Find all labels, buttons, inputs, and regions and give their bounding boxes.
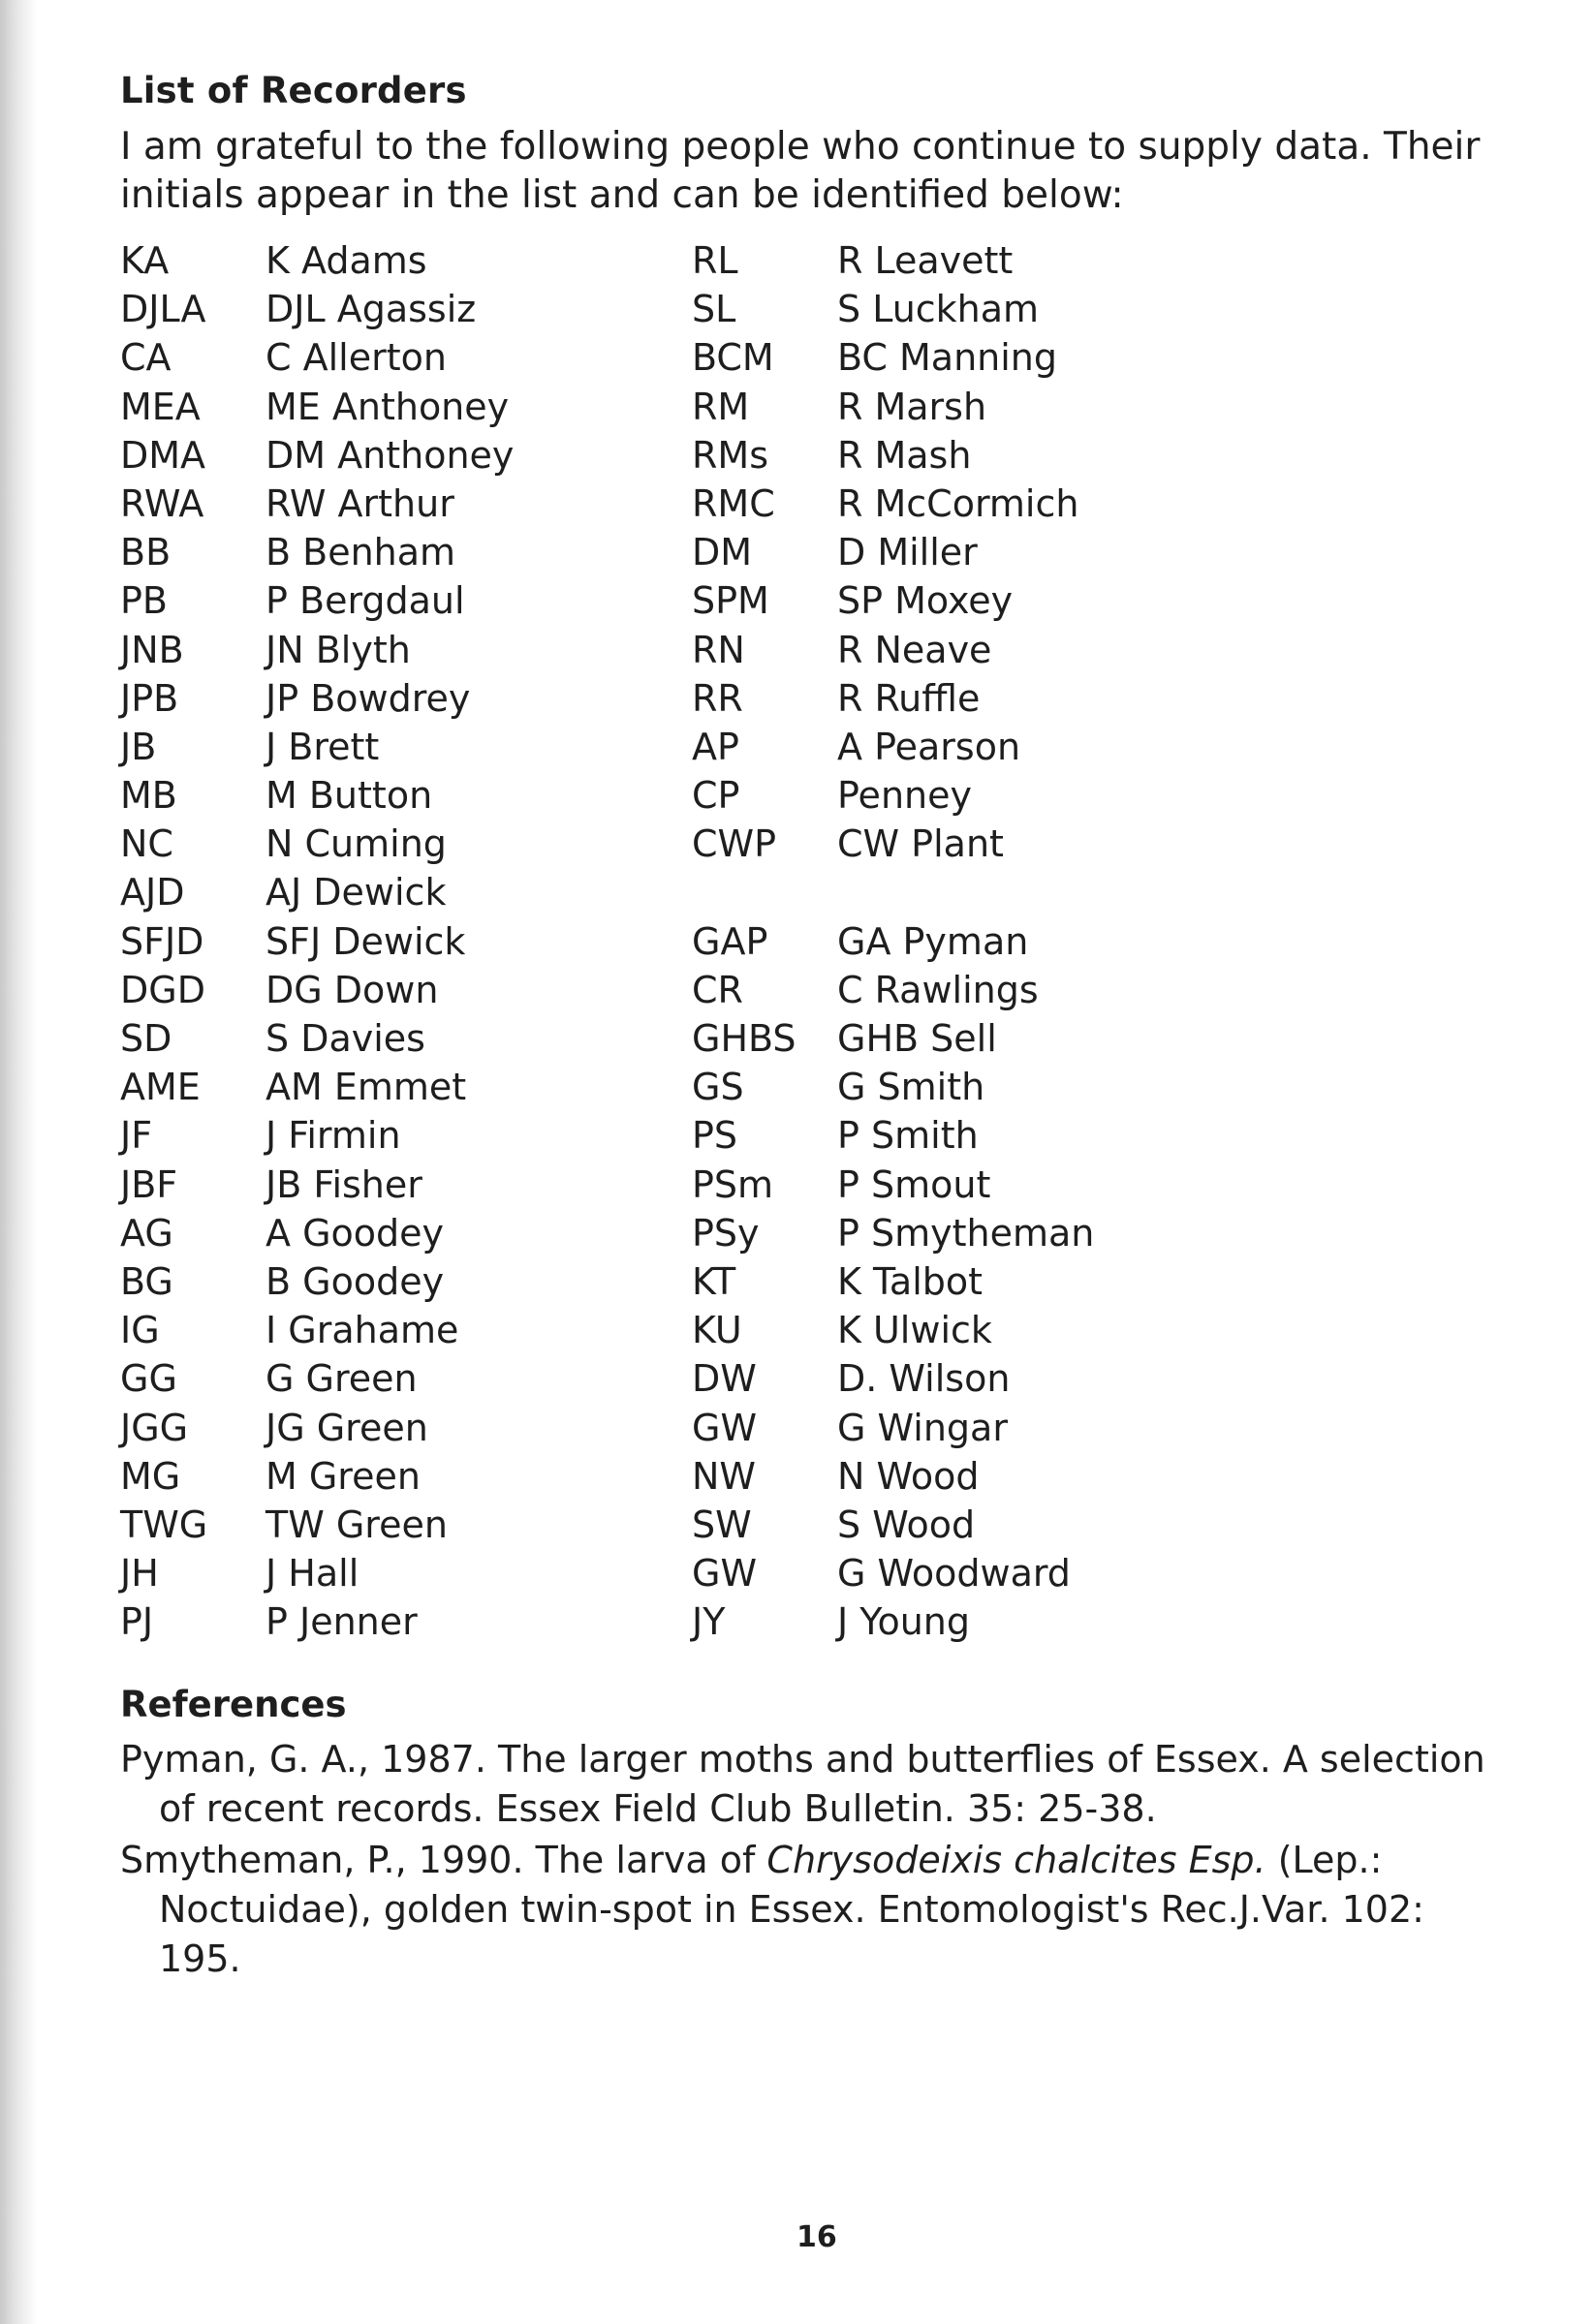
reference-text: Pyman, G. A., 1987. The larger moths and butterflies of Essex. A selection of recent records. Essex Field Club Bulletin. 35: 25-38.	[120, 1738, 1485, 1830]
reference-text: Smytheman, P., 1990. The larva of	[120, 1839, 767, 1881]
recorder-name: SFJ Dewick	[266, 919, 466, 963]
recorder-initials: DMA	[120, 433, 206, 477]
recorder-initials: CR	[692, 968, 743, 1011]
recorder-row	[692, 333, 1094, 382]
recorder-row	[120, 771, 514, 820]
recorder-initials: NW	[692, 1454, 756, 1498]
recorder-initials: PJ	[120, 1600, 154, 1644]
recorder-name: R Neave	[837, 628, 992, 671]
recorder-name: P Smytheman	[837, 1211, 1095, 1255]
recorders-intro: I am grateful to the following people who continue to supply data. Their initials appear in the list and can be identified below:	[120, 125, 1481, 217]
recorder-row	[692, 626, 1094, 674]
recorder-initials: JB	[120, 725, 157, 768]
recorder-row	[120, 966, 514, 1014]
recorder-name: AJ Dewick	[266, 871, 447, 914]
recorders-header	[120, 70, 1515, 220]
recorder-name: RW Arthur	[266, 481, 454, 525]
recorder-initials: RN	[692, 628, 745, 671]
recorder-row	[120, 1549, 514, 1597]
recorder-initials: PSy	[692, 1211, 760, 1255]
recorder-name: C Rawlings	[837, 968, 1039, 1011]
recorders-heading: List of Recorders	[120, 70, 467, 111]
recorder-initials: CA	[120, 336, 172, 380]
recorder-initials: RMs	[692, 433, 768, 477]
recorder-name: S Luckham	[837, 288, 1040, 331]
recorder-name: R Mash	[837, 433, 972, 477]
recorder-name: P Smout	[837, 1162, 991, 1206]
recorder-initials: JH	[120, 1552, 159, 1596]
recorder-initials: GHBS	[692, 1017, 796, 1060]
recorder-row	[120, 1257, 514, 1306]
recorder-initials: BCM	[692, 336, 774, 380]
recorder-row	[120, 868, 514, 916]
recorder-initials: SFJD	[120, 919, 204, 963]
recorder-row	[120, 236, 514, 285]
reference-species-name: Chrysodeixis chalcites Esp.	[766, 1839, 1266, 1881]
recorder-name: DG Down	[266, 968, 439, 1011]
recorder-initials: SD	[120, 1017, 172, 1060]
recorder-row	[692, 1501, 1094, 1549]
recorder-initials: NC	[120, 822, 173, 866]
recorder-initials: PS	[692, 1114, 738, 1158]
recorder-name: J Firmin	[266, 1114, 401, 1158]
recorder-name: A Pearson	[837, 725, 1021, 768]
recorder-name: JP Bowdrey	[266, 676, 471, 720]
recorder-row	[692, 1306, 1094, 1354]
recorder-initials: BB	[120, 531, 172, 574]
page-number: 16	[796, 2220, 837, 2254]
recorder-row	[120, 820, 514, 868]
recorder-row	[120, 1452, 514, 1501]
recorder-initials: MB	[120, 774, 177, 818]
recorder-row	[692, 1597, 1094, 1646]
recorder-name: K Adams	[266, 239, 427, 282]
recorder-row	[692, 1404, 1094, 1452]
recorder-initials: JNB	[120, 628, 184, 671]
recorder-name: J Hall	[266, 1552, 359, 1596]
recorder-row	[120, 528, 514, 576]
recorder-initials: GW	[692, 1552, 758, 1596]
recorder-initials: JPB	[120, 676, 179, 720]
recorder-row	[120, 1306, 514, 1354]
reference-text-continued: (Lep.: Noctuidae), golden twin-spot in Essex. Entomologist's Rec.J.Var. 102: 195.	[159, 1839, 1424, 1980]
recorder-initials: DJLA	[120, 288, 206, 331]
recorder-name: S Davies	[266, 1017, 425, 1060]
recorder-initials: RM	[692, 385, 750, 428]
recorder-initials: CP	[692, 774, 740, 818]
recorder-name: G Wingar	[837, 1406, 1008, 1449]
reference-item	[120, 1735, 1515, 1834]
references-list	[120, 1735, 1515, 1984]
recorder-row	[692, 966, 1094, 1014]
recorder-name: GA Pyman	[837, 919, 1029, 963]
recorder-row	[692, 431, 1094, 480]
recorder-row	[120, 1161, 514, 1209]
recorder-row	[692, 1549, 1094, 1597]
recorder-name: R Leavett	[837, 239, 1014, 282]
recorder-name: P Jenner	[266, 1600, 418, 1644]
recorder-row	[692, 1063, 1094, 1111]
recorder-name: G Green	[266, 1357, 418, 1401]
recorder-name: R McCormich	[837, 481, 1079, 525]
recorder-name: JG Green	[266, 1406, 428, 1449]
recorder-row	[692, 1452, 1094, 1501]
recorder-name: C Allerton	[266, 336, 447, 380]
page-binding-edge	[0, 0, 37, 2324]
recorder-row	[120, 1597, 514, 1646]
recorder-initials: GS	[692, 1066, 744, 1109]
recorder-initials: JBF	[120, 1162, 178, 1206]
recorder-name: M Green	[266, 1454, 421, 1498]
recorder-row	[120, 1014, 514, 1063]
recorder-initials: AME	[120, 1066, 201, 1109]
recorder-name: SP Moxey	[837, 579, 1014, 623]
recorder-initials: JY	[692, 1600, 726, 1644]
recorder-initials: SPM	[692, 579, 769, 623]
recorder-row	[120, 1063, 514, 1111]
recorder-row	[120, 626, 514, 674]
recorder-name: G Smith	[837, 1066, 985, 1109]
recorder-row	[692, 917, 1094, 966]
recorder-name: M Button	[266, 774, 433, 818]
recorder-name: S Wood	[837, 1503, 976, 1546]
recorder-initials: KT	[692, 1259, 736, 1303]
recorder-name: DJL Agassiz	[266, 288, 477, 331]
recorder-row	[120, 1209, 514, 1257]
recorder-name: GHB Sell	[837, 1017, 997, 1060]
recorder-row	[692, 285, 1094, 333]
recorder-row	[692, 576, 1094, 625]
recorder-name: J Brett	[266, 725, 380, 768]
recorder-row	[120, 917, 514, 966]
reference-item	[120, 1836, 1515, 1984]
recorder-row	[692, 1209, 1094, 1257]
recorder-row	[692, 1014, 1094, 1063]
recorder-row	[692, 480, 1094, 528]
recorder-initials: SL	[692, 288, 736, 331]
references-heading: References	[120, 1684, 347, 1725]
recorder-name: P Bergdaul	[266, 579, 465, 623]
recorder-name: A Goodey	[266, 1211, 445, 1255]
recorder-row	[120, 723, 514, 771]
recorder-initials: CWP	[692, 822, 777, 866]
recorder-row	[120, 1111, 514, 1160]
recorder-row	[120, 480, 514, 528]
recorder-initials: IG	[120, 1309, 160, 1352]
recorder-name: P Smith	[837, 1114, 979, 1158]
recorder-initials: GW	[692, 1406, 758, 1449]
recorder-row	[692, 528, 1094, 576]
recorder-name: R Marsh	[837, 385, 987, 428]
recorder-row	[120, 576, 514, 625]
recorder-name: N Cuming	[266, 822, 447, 866]
recorder-name: I Grahame	[266, 1309, 459, 1352]
recorder-row	[692, 1257, 1094, 1306]
recorder-initials: GG	[120, 1357, 177, 1401]
recorder-row	[120, 333, 514, 382]
recorder-name: DM Anthoney	[266, 433, 515, 477]
recorder-initials: AP	[692, 725, 739, 768]
recorder-name: AM Emmet	[266, 1066, 467, 1109]
recorder-row	[120, 674, 514, 723]
recorder-initials: DW	[692, 1357, 757, 1401]
recorder-initials: JF	[120, 1114, 153, 1158]
references-section	[120, 1684, 1515, 1986]
recorder-name: TW Green	[266, 1503, 448, 1546]
recorder-name: D. Wilson	[837, 1357, 1011, 1401]
recorder-row	[692, 868, 1094, 916]
recorder-initials: KA	[120, 239, 170, 282]
recorder-initials: AJD	[120, 871, 185, 914]
recorder-name: N Wood	[837, 1454, 980, 1498]
recorder-initials: AG	[120, 1211, 173, 1255]
recorder-initials: RMC	[692, 481, 775, 525]
recorder-initials: DM	[692, 531, 753, 574]
recorder-initials: KU	[692, 1309, 742, 1352]
recorder-initials: MG	[120, 1454, 181, 1498]
recorder-row	[120, 285, 514, 333]
recorder-initials: BG	[120, 1259, 173, 1303]
recorder-row	[120, 431, 514, 480]
recorder-initials: RWA	[120, 481, 204, 525]
recorder-row	[692, 674, 1094, 723]
recorder-row	[120, 1501, 514, 1549]
recorder-name: Penney	[837, 774, 972, 818]
recorder-row	[692, 1111, 1094, 1160]
recorder-initials: MEA	[120, 385, 201, 428]
recorder-name: D Miller	[837, 531, 978, 574]
recorder-initials: PB	[120, 579, 168, 623]
recorders-column-left	[120, 236, 514, 1646]
recorder-name: JN Blyth	[266, 628, 411, 671]
recorder-initials: RR	[692, 676, 743, 720]
recorder-name: J Young	[837, 1600, 970, 1644]
recorder-initials: PSm	[692, 1162, 774, 1206]
recorder-row	[692, 1161, 1094, 1209]
recorder-name: CW Plant	[837, 822, 1004, 866]
recorder-name: B Benham	[266, 531, 456, 574]
recorder-row	[692, 723, 1094, 771]
recorder-row	[692, 771, 1094, 820]
recorder-initials: RL	[692, 239, 738, 282]
recorder-name: R Ruffle	[837, 676, 981, 720]
recorder-name: BC Manning	[837, 336, 1058, 380]
recorder-initials: SW	[692, 1503, 752, 1546]
recorder-initials: GAP	[692, 919, 768, 963]
recorder-row	[692, 1354, 1094, 1403]
recorders-column-right	[692, 236, 1094, 1646]
recorder-row	[692, 820, 1094, 868]
recorder-name: K Talbot	[837, 1259, 984, 1303]
recorder-row	[120, 1354, 514, 1403]
recorder-initials: TWG	[120, 1503, 208, 1546]
recorder-initials: JGG	[120, 1406, 189, 1449]
recorder-name: G Woodward	[837, 1552, 1071, 1596]
recorder-name: JB Fisher	[266, 1162, 422, 1206]
recorder-name: B Goodey	[266, 1259, 445, 1303]
recorder-row	[692, 383, 1094, 431]
recorder-row	[120, 383, 514, 431]
recorder-name: ME Anthoney	[266, 385, 510, 428]
recorder-row	[692, 236, 1094, 285]
recorder-row	[120, 1404, 514, 1452]
recorder-initials: DGD	[120, 968, 205, 1011]
recorder-name: K Ulwick	[837, 1309, 992, 1352]
